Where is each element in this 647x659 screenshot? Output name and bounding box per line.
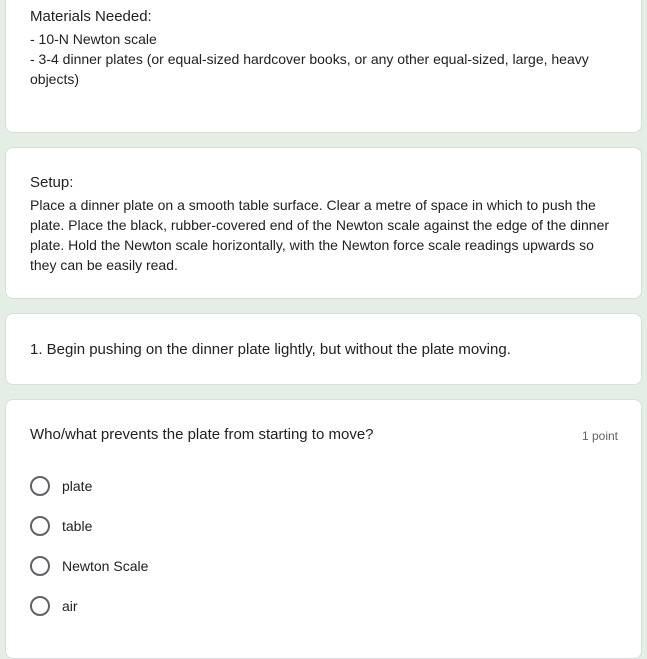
radio-button[interactable] (30, 476, 50, 496)
option-air[interactable] (30, 594, 78, 618)
materials-line-2: - 3-4 dinner plates (or equal-sized hardcover books, or any other equal-sized, large, heavy objects) (30, 51, 589, 87)
option-label: plate (62, 478, 93, 494)
question-title: Who/what prevents the plate from starting to move? (30, 426, 374, 443)
option-newton-scale[interactable] (30, 554, 148, 578)
radio-button[interactable] (30, 556, 50, 576)
option-table[interactable] (30, 514, 92, 538)
materials-line-1: - 10-N Newton scale (30, 31, 157, 47)
materials-card (5, 0, 642, 133)
radio-button[interactable] (30, 516, 50, 536)
option-label: table (62, 518, 93, 534)
question-card (5, 399, 642, 659)
option-plate[interactable] (30, 474, 92, 498)
setup-card (5, 147, 642, 299)
points-label: 1 point (581, 429, 618, 443)
step-1-text: 1. Begin pushing on the dinner plate lightly, but without the plate moving. (30, 341, 511, 358)
option-label: air (62, 598, 78, 614)
materials-title: Materials Needed: (30, 8, 152, 25)
radio-button[interactable] (30, 596, 50, 616)
setup-title: Setup: (30, 174, 74, 191)
step-1-card (5, 313, 642, 385)
option-label: Newton Scale (62, 558, 149, 574)
setup-body: Place a dinner plate on a smooth table surface. Clear a metre of space in which to push the plate. Place the black, rubber-covered end of the Newton scale against the edge of the dinner plate. Hold the Newton scale horizontally, with the Newton force scale readings upwards so they can be easily read. (30, 197, 610, 273)
